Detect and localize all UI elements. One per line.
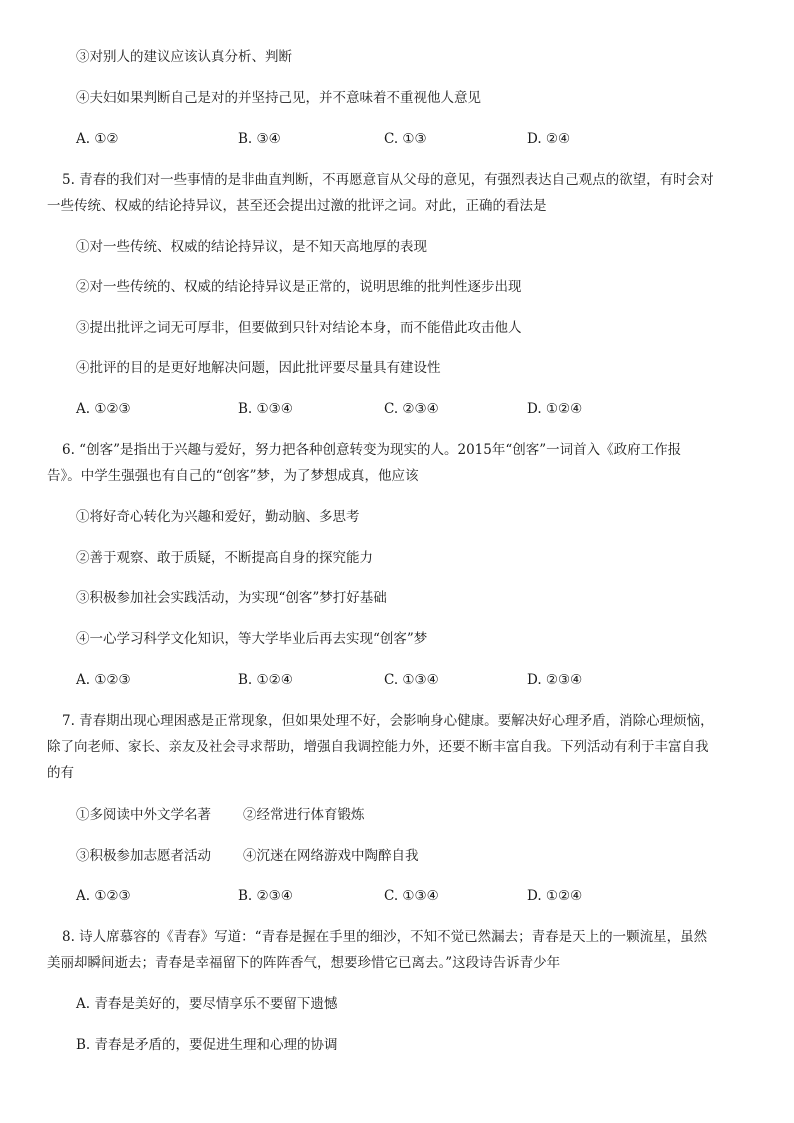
q5-stem-line-1: 5. 青春的我们对一些事情的是非曲直判断，不再愿意盲从父母的意见，有强烈表达自己观点的欲望，有时会对	[62, 172, 714, 188]
q4-choice-b: B. ③④	[238, 131, 281, 147]
q5-statement-4: ④批评的目的是更好地解决问题，因此批评要尽量具有建设性	[76, 360, 441, 376]
q7-choice-b: B. ②③④	[238, 888, 293, 904]
q5-choice-d: D. ①②④	[527, 401, 583, 417]
q4-statement-4: ④夫妇如果判断自己是对的并坚持己见，并不意味着不重视他人意见	[76, 90, 481, 106]
q4-choice-c: C. ①③	[384, 131, 427, 147]
q6-statement-1: ①将好奇心转化为兴趣和爱好，勤动脑、多思考	[76, 509, 360, 525]
q7-statement-4: ④沉迷在网络游戏中陶醉自我	[243, 848, 419, 864]
q5-choice-c: C. ②③④	[384, 401, 439, 417]
q7-stem-line-2: 除了向老师、家长、亲友及社会寻求帮助，增强自我调控能力外，还要不断丰富自我。下列活动有利于丰富自我	[47, 739, 709, 755]
q6-statement-2: ②善于观察、敢于质疑，不断提高自身的探究能力	[76, 550, 373, 566]
q6-stem-line-2: 告》。中学生强强也有自己的“创客”梦，为了梦想成真，他应该	[47, 468, 419, 484]
q6-choice-c: C. ①③④	[384, 672, 439, 688]
q8-stem-line-2: 美丽却瞬间逝去；青春是幸福留下的阵阵香气，想要珍惜它已离去。”这段诗告诉青少年	[47, 955, 561, 971]
q6-statement-3: ③积极参加社会实践活动，为实现“创客”梦打好基础	[76, 590, 387, 606]
q8-option-b: B. 青春是矛盾的，要促进生理和心理的协调	[76, 1037, 338, 1053]
q6-statement-4: ④一心学习科学文化知识，等大学毕业后再去实现“创客”梦	[76, 631, 428, 647]
q8-option-a: A. 青春是美好的，要尽情享乐不要留下遗憾	[76, 996, 338, 1012]
q7-choice-d: D. ①②④	[527, 888, 583, 904]
q7-statement-3: ③积极参加志愿者活动	[76, 848, 211, 864]
q7-statement-2: ②经常进行体育锻炼	[243, 807, 365, 823]
q6-choice-d: D. ②③④	[527, 672, 583, 688]
q7-statement-1: ①多阅读中外文学名著	[76, 807, 211, 823]
q4-choice-d: D. ②④	[527, 131, 571, 147]
q5-statement-3: ③提出批评之词无可厚非，但要做到只针对结论本身，而不能借此攻击他人	[76, 320, 522, 336]
q7-choice-c: C. ①③④	[384, 888, 439, 904]
q5-choice-a: A. ①②③	[76, 401, 131, 417]
q4-statement-3: ③对别人的建议应该认真分析、判断	[76, 49, 292, 65]
q5-statement-2: ②对一些传统的、权威的结论持异议是正常的，说明思维的批判性逐步出现	[76, 279, 522, 295]
q6-stem-line-1: 6. “创客”是指出于兴趣与爱好，努力把各种创意转变为现实的人。2015年“创客”一词首入《政府工作报	[62, 442, 682, 458]
q4-choice-a: A. ①②	[76, 131, 119, 147]
q7-choice-a: A. ①②③	[76, 888, 131, 904]
q7-stem-line-3: 的有	[47, 765, 74, 781]
q8-stem-line-1: 8. 诗人席慕容的《青春》写道：“青春是握在手里的细沙，不知不觉已然漏去；青春是天上的一颗流星，虽然	[62, 929, 708, 945]
q5-statement-1: ①对一些传统、权威的结论持异议，是不知天高地厚的表现	[76, 239, 427, 255]
q6-choice-b: B. ①②④	[238, 672, 293, 688]
q6-choice-a: A. ①②③	[76, 672, 131, 688]
q5-choice-b: B. ①③④	[238, 401, 293, 417]
q5-stem-line-2: 一些传统、权威的结论持异议，甚至还会提出过激的批评之词。对此，正确的看法是	[47, 198, 547, 214]
q7-stem-line-1: 7. 青春期出现心理困惑是正常现象，但如果处理不好，会影响身心健康。要解决好心理矛盾，消除心理烦恼，	[62, 713, 714, 729]
